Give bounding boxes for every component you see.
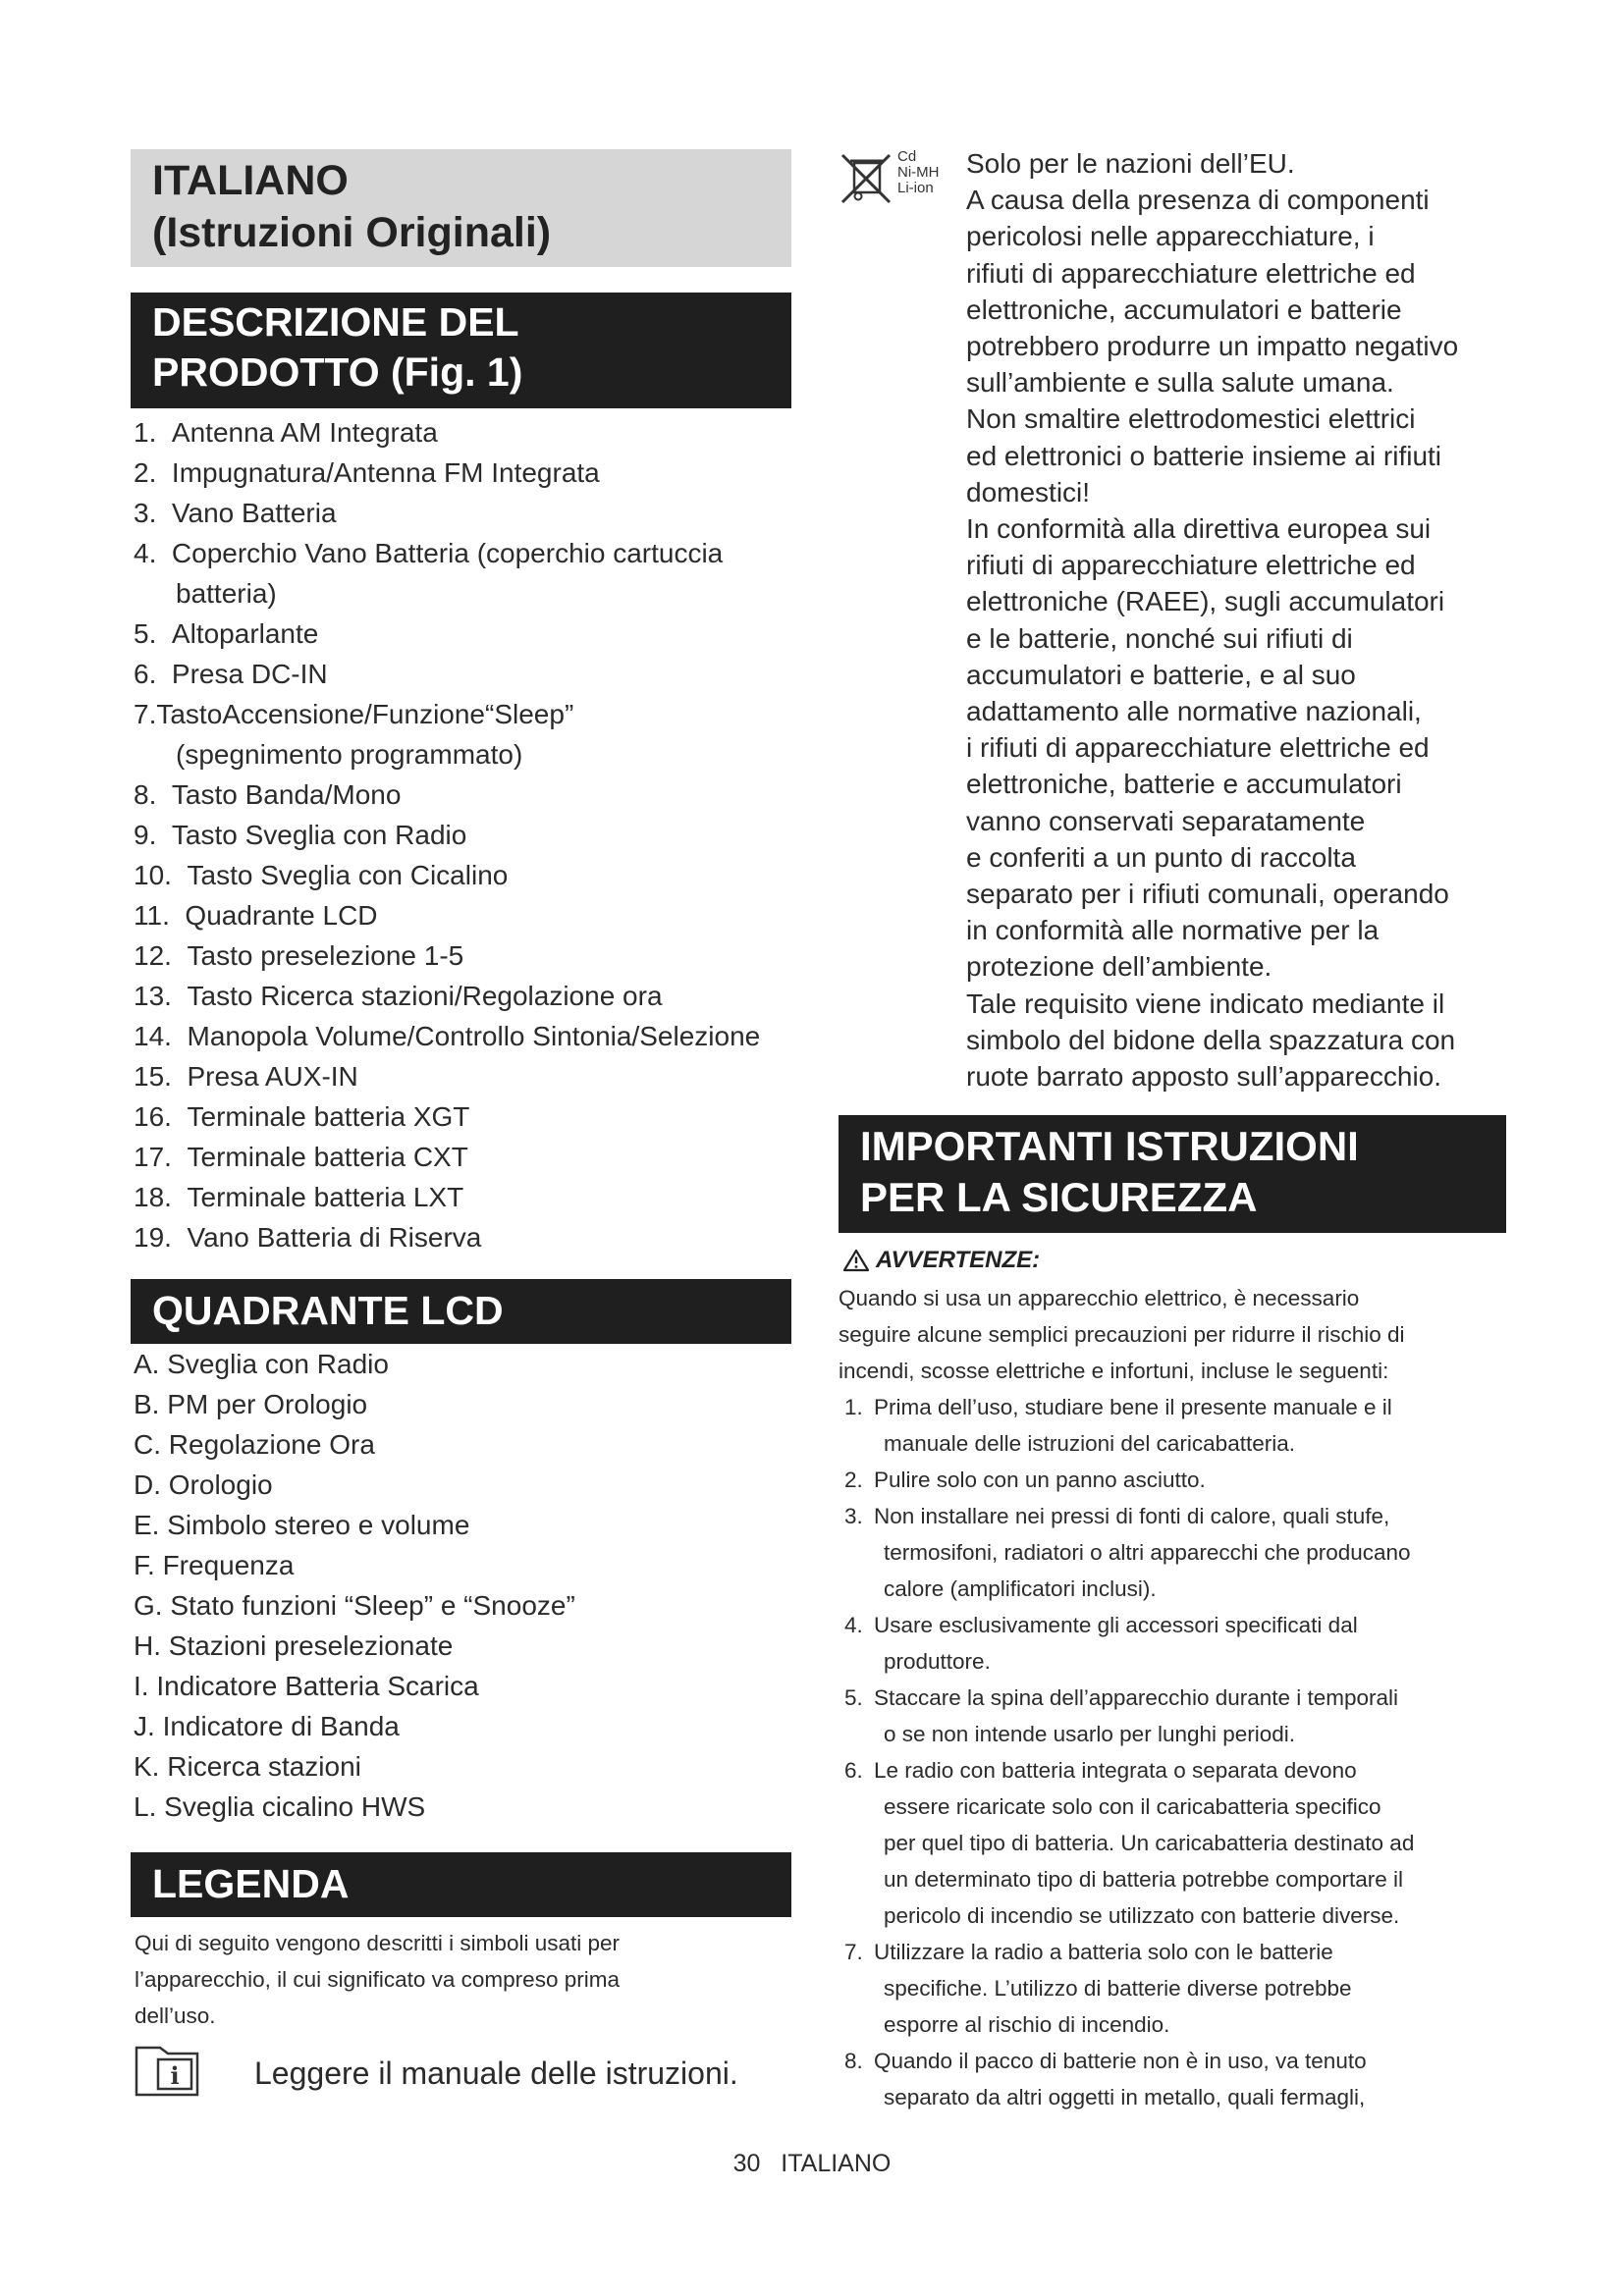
item-text: Regolazione Ora: [168, 1429, 375, 1460]
left-column: [131, 149, 791, 2101]
legend-heading: [131, 1852, 791, 1917]
description-list: [131, 412, 791, 1257]
weee-text-line: vanno conservati separatamente: [966, 805, 1366, 836]
weee-text-line: simbolo del bidone della spazzatura con: [966, 1024, 1456, 1055]
description-item: [131, 493, 791, 533]
item-text: Stazioni preselezionate: [168, 1630, 454, 1661]
safety-item: [839, 1752, 1506, 1934]
page-footer: [0, 2150, 1624, 2178]
item-letter: B.: [134, 1389, 160, 1419]
weee-text-line: i rifiuti di apparecchiature elettriche ed: [966, 732, 1430, 764]
safety-item: [839, 2043, 1506, 2115]
lcd-item: [131, 1706, 791, 1746]
weee-text-line: protezione dell’ambiente.: [966, 951, 1272, 983]
battery-label-cd: Cd: [897, 148, 917, 165]
lcd-item: [131, 1666, 791, 1706]
crossed-bin-icon: [839, 151, 899, 208]
weee-text-line: ruote barrato apposto sull’apparecchio.: [966, 1061, 1442, 1093]
warning-title-row: [842, 1243, 1506, 1278]
warning-intro-line: seguire alcune semplici precauzioni per ridurre il rischio di: [839, 1322, 1405, 1348]
description-item: [131, 895, 791, 935]
description-heading-line: DESCRIZIONE DEL: [152, 299, 519, 345]
item-text: Terminale batteria CXT: [187, 1142, 468, 1172]
safety-item: [839, 1498, 1506, 1607]
item-letter: I.: [134, 1671, 149, 1701]
item-number: 3.: [844, 1504, 863, 1529]
warning-triangle-icon: [842, 1249, 870, 1272]
item-letter: K.: [134, 1751, 160, 1782]
lcd-item: [131, 1344, 791, 1384]
lcd-item: [131, 1505, 791, 1545]
description-item: [131, 654, 791, 694]
item-text-continued: (spegnimento programmato): [176, 739, 523, 770]
description-item: [131, 815, 791, 855]
item-number: 13.: [134, 981, 172, 1011]
safety-item-line: esporre al rischio di incendio.: [884, 2012, 1170, 2038]
item-number: 9.: [134, 820, 157, 850]
lcd-heading-text: QUADRANTE LCD: [152, 1288, 504, 1333]
item-text: Orologio: [168, 1469, 273, 1500]
weee-text-line: pericolosi nelle apparecchiature, i: [966, 221, 1375, 252]
description-item: [131, 855, 791, 895]
lcd-heading: [131, 1279, 791, 1344]
description-item: [131, 1016, 791, 1056]
weee-text-line: Tale requisito viene indicato mediante il: [966, 988, 1445, 1019]
description-heading: [131, 293, 791, 408]
weee-text-line: elettroniche, batterie e accumulatori: [966, 769, 1402, 800]
safety-item-line: termosifoni, radiatori o altri apparecchi che producano: [884, 1540, 1411, 1566]
item-text: Terminale batteria LXT: [187, 1182, 464, 1212]
item-text: Tasto preselezione 1-5: [187, 940, 464, 971]
item-letter: L.: [134, 1791, 157, 1822]
description-item: [131, 1096, 791, 1137]
item-text: Sveglia cicalino HWS: [164, 1791, 426, 1822]
item-letter: C.: [134, 1429, 161, 1460]
item-number: 2.: [844, 1468, 863, 1493]
item-number: 11.: [134, 900, 170, 931]
safety-heading-line: IMPORTANTI ISTRUZIONI: [860, 1123, 1359, 1170]
manual-symbol-row: [131, 2046, 791, 2101]
lcd-item: [131, 1424, 791, 1465]
safety-list: [839, 1389, 1506, 2115]
language-title: ITALIANO: [152, 157, 349, 204]
description-item: [131, 976, 791, 1016]
item-text: Altoparlante: [171, 618, 319, 649]
description-item: [131, 694, 791, 774]
item-text: Frequenza: [162, 1550, 295, 1580]
lcd-item: [131, 1787, 791, 1827]
description-item: [131, 533, 791, 614]
lcd-item: [131, 1465, 791, 1505]
safety-item-line: un determinato tipo di batteria potrebbe comportare il: [884, 1867, 1404, 1893]
lcd-item: [131, 1585, 791, 1626]
description-item: [131, 614, 791, 654]
item-text: Coperchio Vano Batteria (coperchio cartuccia: [171, 538, 724, 568]
weee-section: [839, 149, 1506, 1095]
read-manual-icon: [131, 2046, 203, 2101]
item-text: Presa DC-IN: [171, 659, 328, 689]
item-text: Tasto Sveglia con Cicalino: [187, 860, 509, 890]
weee-text-line: in conformità alle normative per la: [966, 915, 1380, 946]
safety-heading: [839, 1115, 1506, 1233]
weee-text-line: potrebbero produrre un impatto negativo: [966, 331, 1459, 362]
item-letter: F.: [134, 1550, 155, 1580]
item-text: Quadrante LCD: [185, 900, 378, 931]
weee-text-line: accumulatori e batterie, e al suo: [966, 659, 1356, 690]
battery-label-nimh: Ni-MH: [897, 164, 940, 181]
item-number: 15.: [134, 1061, 172, 1092]
lcd-item: [131, 1545, 791, 1585]
item-letter: J.: [134, 1711, 155, 1741]
item-letter: H.: [134, 1630, 161, 1661]
weee-text-line: elettroniche (RAEE), sugli accumulatori: [966, 586, 1445, 617]
description-item: [131, 935, 791, 976]
weee-text-line: e le batterie, nonché sui rifiuti di: [966, 622, 1353, 654]
item-number: 10.: [134, 860, 172, 890]
legend-intro-line: Qui di seguito vengono descritti i simboli usati per: [135, 1931, 621, 1955]
item-number: 19.: [134, 1222, 172, 1253]
item-number: 5.: [844, 1685, 863, 1711]
lcd-item: [131, 1746, 791, 1787]
description-item: [131, 412, 791, 453]
item-number: 8.: [844, 2049, 863, 2074]
safety-item-line: calore (amplificatori inclusi).: [884, 1576, 1157, 1602]
item-text: Presa AUX-IN: [187, 1061, 358, 1092]
item-text: Terminale batteria XGT: [187, 1101, 470, 1132]
safety-item-line: Non installare nei pressi di fonti di calore, quali stufe,: [874, 1504, 1390, 1529]
item-text: Ricerca stazioni: [167, 1751, 361, 1782]
item-letter: D.: [134, 1469, 161, 1500]
item-number: 2.: [134, 457, 157, 488]
lcd-list: [131, 1344, 791, 1827]
item-text: Stato funzioni “Sleep” e “Snooze”: [170, 1590, 575, 1621]
warning-intro-line: Quando si usa un apparecchio elettrico, è necessario: [839, 1286, 1360, 1311]
item-number: 18.: [134, 1182, 172, 1212]
item-number: 4.: [844, 1613, 863, 1638]
legend-heading-text: LEGENDA: [152, 1861, 350, 1906]
right-column: [839, 149, 1506, 2115]
weee-text-line: rifiuti di apparecchiature elettriche ed: [966, 550, 1416, 581]
safety-item-line: Le radio con batteria integrata o separata devono: [874, 1758, 1357, 1784]
item-text: PM per Orologio: [167, 1389, 368, 1419]
language-subtitle: (Istruzioni Originali): [152, 209, 552, 256]
safety-item-line: o se non intende usarlo per lunghi periodi.: [884, 1722, 1296, 1747]
safety-item: [839, 1680, 1506, 1752]
safety-item-line: per quel tipo di batteria. Un caricabatteria destinato ad: [884, 1831, 1415, 1856]
safety-item-line: Pulire solo con un panno asciutto.: [874, 1468, 1206, 1493]
item-text: TastoAccensione/Funzione“Sleep”: [156, 699, 574, 729]
battery-label-liion: Li-ion: [897, 180, 934, 196]
item-letter: G.: [134, 1590, 163, 1621]
item-text: Vano Batteria: [171, 498, 337, 528]
safety-item-line: Staccare la spina dell’apparecchio durante i temporali: [874, 1685, 1399, 1711]
safety-item: [839, 1934, 1506, 2043]
footer-language: ITALIANO: [781, 2150, 892, 2177]
weee-text: [966, 145, 1458, 1095]
description-item: [131, 1177, 791, 1217]
warning-intro-line: incendi, scosse elettriche e infortuni, incluse le seguenti:: [839, 1359, 1389, 1384]
item-number: 6.: [844, 1758, 863, 1784]
item-number: 6.: [134, 659, 157, 689]
safety-item-line: separato da altri oggetti in metallo, quali fermagli,: [884, 2085, 1366, 2110]
item-number: 16.: [134, 1101, 172, 1132]
weee-text-line: rifiuti di apparecchiature elettriche ed: [966, 257, 1416, 289]
language-title-box: [131, 149, 791, 267]
safety-item: [839, 1462, 1506, 1498]
item-letter: A.: [134, 1349, 160, 1379]
safety-item-line: Quando il pacco di batterie non è in uso, va tenuto: [874, 2049, 1367, 2074]
weee-text-line: ed elettronici o batterie insieme ai rifiuti: [966, 440, 1442, 471]
item-number: 3.: [134, 498, 157, 528]
item-number: 1.: [844, 1395, 863, 1420]
weee-text-line: e conferiti a un punto di raccolta: [966, 841, 1356, 873]
weee-text-line: separato per i rifiuti comunali, operando: [966, 879, 1449, 910]
manual-note: Leggere il manuale delle istruzioni.: [254, 2055, 738, 2091]
weee-text-line: Solo per le nazioni dell’EU.: [966, 148, 1295, 179]
item-number: 14.: [134, 1021, 172, 1051]
safety-item-line: Usare esclusivamente gli accessori specificati dal: [874, 1613, 1358, 1638]
safety-item-line: Utilizzare la radio a batteria solo con le batterie: [874, 1940, 1333, 1965]
item-text: Manopola Volume/Controllo Sintonia/Selezione: [187, 1021, 761, 1051]
item-letter: E.: [134, 1510, 160, 1540]
battery-labels: [897, 149, 940, 196]
lcd-item: [131, 1384, 791, 1424]
description-item: [131, 1056, 791, 1096]
item-number: 12.: [134, 940, 172, 971]
page-number: 30: [732, 2150, 761, 2177]
item-number: 8.: [134, 779, 157, 810]
item-text: Impugnatura/Antenna FM Integrata: [171, 457, 600, 488]
description-item: [131, 774, 791, 815]
warning-title: AVVERTENZE:: [876, 1247, 1041, 1274]
description-item: [131, 1217, 791, 1257]
safety-item: [839, 1607, 1506, 1680]
item-number: 7.: [134, 699, 157, 729]
safety-item-line: produttore.: [884, 1649, 991, 1675]
item-text: Antenna AM Integrata: [171, 417, 438, 448]
safety-item-line: essere ricaricate solo con il caricabatteria specifico: [884, 1794, 1381, 1820]
item-text-continued: batteria): [176, 578, 277, 609]
svg-text:i: i: [170, 2061, 180, 2090]
item-text: Simbolo stereo e volume: [167, 1510, 470, 1540]
item-number: 7.: [844, 1940, 863, 1965]
item-text: Vano Batteria di Riserva: [187, 1222, 482, 1253]
legend-intro-line: dell’uso.: [135, 2003, 216, 2028]
lcd-item: [131, 1626, 791, 1666]
legend-intro-line: l’apparecchio, il cui significato va compreso prima: [135, 1967, 620, 1992]
safety-item-line: pericolo di incendio se utilizzato con batterie diverse.: [884, 1903, 1400, 1929]
item-text: Tasto Sveglia con Radio: [171, 820, 467, 850]
description-item: [131, 1137, 791, 1177]
weee-text-line: elettroniche, accumulatori e batterie: [966, 294, 1402, 325]
item-text: Indicatore di Banda: [162, 1711, 400, 1741]
weee-text-line: A causa della presenza di componenti: [966, 185, 1430, 216]
item-number: 17.: [134, 1142, 172, 1172]
description-item: [131, 453, 791, 493]
safety-item-line: manuale delle istruzioni del caricabatteria.: [884, 1431, 1295, 1457]
item-number: 4.: [134, 538, 157, 568]
weee-text-line: In conformità alla direttiva europea sui: [966, 513, 1432, 545]
weee-text-line: sull’ambiente e sulla salute umana.: [966, 367, 1394, 399]
description-heading-line: PRODOTTO (Fig. 1): [152, 349, 523, 395]
safety-item-line: Prima dell’uso, studiare bene il presente manuale e il: [874, 1395, 1392, 1420]
item-text: Indicatore Batteria Scarica: [156, 1671, 479, 1701]
weee-text-line: adattamento alle normative nazionali,: [966, 696, 1422, 727]
item-text: Sveglia con Radio: [167, 1349, 389, 1379]
weee-symbol: [839, 149, 966, 208]
legend-intro: [131, 1925, 791, 2034]
item-text: Tasto Banda/Mono: [171, 779, 402, 810]
safety-item-line: specifiche. L’utilizzo di batterie diverse potrebbe: [884, 1976, 1352, 2002]
safety-item: [839, 1389, 1506, 1462]
item-number: 1.: [134, 417, 157, 448]
item-text: Tasto Ricerca stazioni/Regolazione ora: [187, 981, 663, 1011]
weee-text-line: Non smaltire elettrodomestici elettrici: [966, 403, 1416, 435]
warning-intro: [839, 1280, 1506, 1389]
safety-heading-line: PER LA SICUREZZA: [860, 1174, 1258, 1221]
weee-text-line: domestici!: [966, 476, 1091, 507]
item-number: 5.: [134, 618, 157, 649]
